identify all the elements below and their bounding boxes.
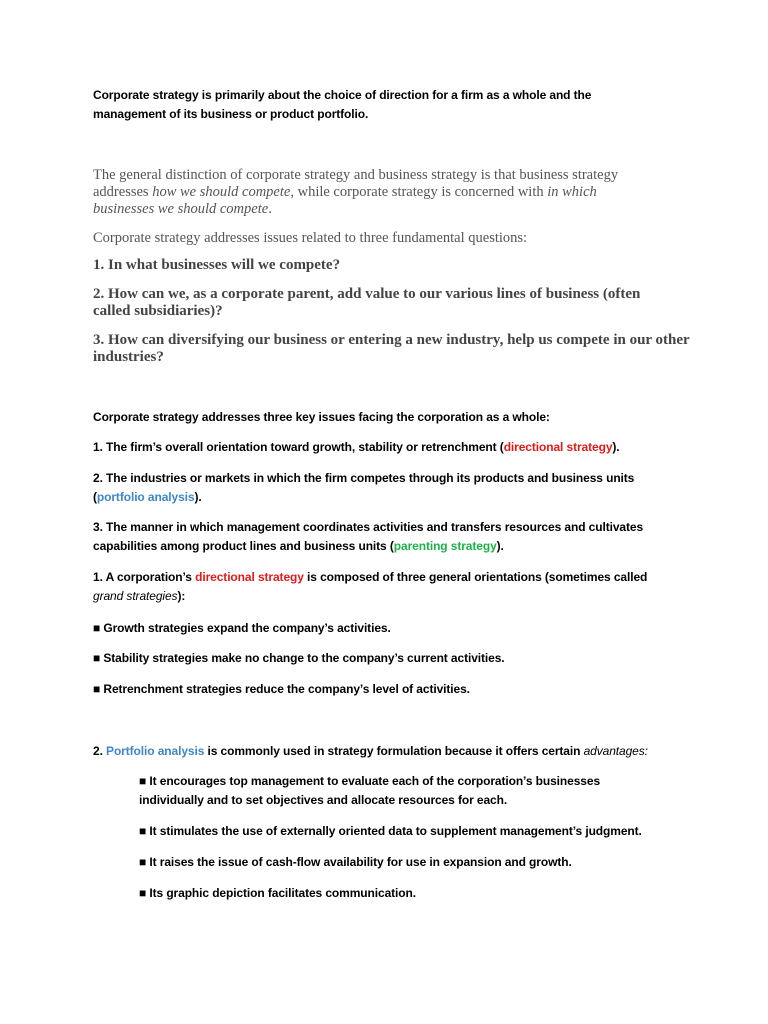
- text-run: 1. A corporation’s: [93, 570, 196, 584]
- question-2: 2. How can we, as a corporate parent, add value to our various lines of business (often called subsidiaries)?: [93, 286, 641, 319]
- stability-bullet: ■ Stability strategies make no change to the company’s current activities.: [93, 651, 505, 665]
- parenting-strategy-term: parenting strategy: [393, 539, 497, 553]
- text-run: 1. The firm’s overall orientation toward growth, stability or retrenchment (: [93, 440, 504, 454]
- portfolio-analysis-term: Portfolio analysis: [106, 744, 205, 758]
- key-issues-intro: Corporate strategy addresses three key issues facing the corporation as a whole:: [93, 410, 550, 424]
- question-1: 1. In what businesses will we compete?: [93, 257, 341, 273]
- text-run: is commonly used in strategy formulation because it offers certain: [204, 744, 584, 758]
- advantage-3: ■ It raises the issue of cash-flow availability for use in expansion and growth.: [139, 855, 572, 869]
- issue-3: [93, 518, 668, 556]
- advantage-1: ■ It encourages top management to evaluate each of the corporation’s businesses individually and to set objectives and allocate resources for each.: [139, 774, 601, 807]
- retrenchment-bullet: ■ Retrenchment strategies reduce the company’s level of activities.: [93, 682, 470, 696]
- question-3: 3. How can diversifying our business or entering a new industry, help us compete in our other industries?: [93, 332, 690, 365]
- directional-strategy-term: directional strategy: [503, 440, 613, 454]
- italic-text: in which businesses we should compete: [93, 184, 597, 217]
- text-run: ).: [612, 440, 620, 454]
- directional-strategy-paragraph: [93, 568, 678, 606]
- questions-intro: Corporate strategy addresses issues related to three fundamental questions:: [93, 230, 528, 246]
- intro-paragraph: Corporate strategy is primarily about the choice of direction for a firm as a whole and the management of its business or product portfolio.: [93, 88, 592, 121]
- issue-1: [93, 438, 673, 457]
- text-run: The general distinction of corporate strategy and business strategy is that business strategy addresses: [93, 167, 619, 200]
- italic-text: advantages:: [583, 744, 648, 758]
- text-run: ).: [496, 539, 504, 553]
- portfolio-analysis-paragraph: [93, 742, 693, 761]
- portfolio-analysis-term: portfolio analysis: [96, 490, 195, 504]
- text-run: 3. The manner in which management coordinates activities and transfers resources and cultivates capabilities among product lines and business units (: [93, 520, 644, 553]
- text-run: 2. The industries or markets in which the firm competes through its products and business units (: [93, 471, 635, 504]
- advantage-2: ■ It stimulates the use of externally oriented data to supplement management’s judgment.: [139, 824, 642, 838]
- text-run: 2.: [93, 744, 107, 758]
- text-run: is composed of three general orientations (sometimes called: [303, 570, 648, 584]
- advantage-4: ■ Its graphic depiction facilitates communication.: [139, 886, 416, 900]
- text-run: ):: [177, 589, 186, 603]
- italic-text: grand strategies: [93, 589, 178, 603]
- distinction-paragraph: [93, 167, 653, 218]
- text-run: .: [268, 201, 272, 217]
- text-run: , while corporate strategy is concerned with: [290, 184, 548, 200]
- growth-bullet: ■ Growth strategies expand the company’s activities.: [93, 621, 391, 635]
- directional-strategy-term: directional strategy: [195, 570, 304, 584]
- italic-text: how we should compete: [152, 184, 291, 200]
- text-run: ).: [194, 490, 202, 504]
- issue-2: [93, 469, 653, 507]
